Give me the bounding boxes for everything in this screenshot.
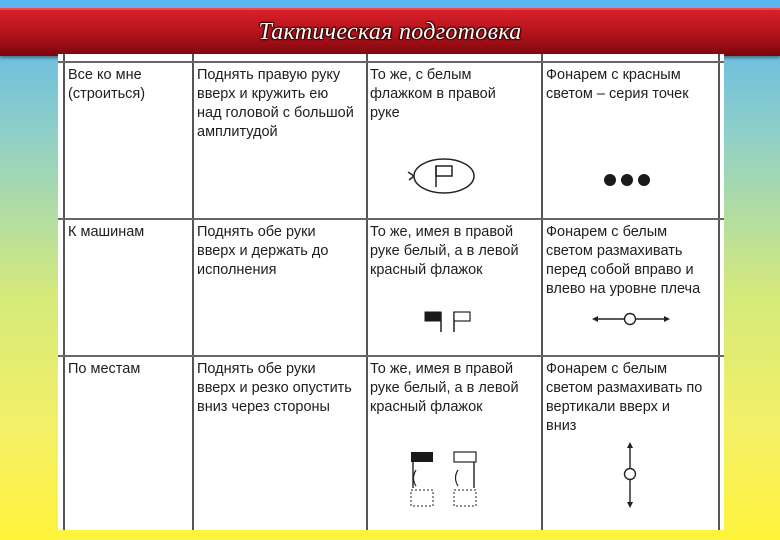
- flags-cell: То же, имея в правой руке белый, а в левой красный флажок: [370, 224, 519, 278]
- row-divider: [58, 218, 724, 220]
- circle-flag-icon: [406, 154, 486, 198]
- command-cell: К машинам: [68, 224, 145, 240]
- table-border-right: [718, 54, 720, 530]
- horizontal-swing-icon: [590, 310, 672, 328]
- column-divider: [541, 54, 543, 530]
- signals-table: [58, 54, 724, 530]
- column-divider: [192, 54, 194, 530]
- flags-down-icon: [408, 450, 484, 512]
- light-cell: Фонарем с белым светом размахивать перед собой вправо и влево на уровне плеча: [546, 224, 701, 297]
- three-dots-icon: [598, 170, 658, 190]
- hands-cell: Поднять обе руки вверх и держать до исполнения: [197, 224, 329, 278]
- table-border-left: [63, 54, 65, 530]
- command-cell: Все ко мне (строиться): [68, 67, 146, 102]
- light-cell: Фонарем с белым светом размахивать по вертикали вверх и вниз: [546, 361, 703, 434]
- page-title: Тактическая подготовка: [258, 19, 522, 45]
- light-cell: Фонарем с красным светом – серия точек: [546, 67, 689, 102]
- row-divider: [58, 61, 724, 63]
- flags-cell: То же, имея в правой руке белый, а в левой красный флажок: [370, 361, 519, 415]
- two-flags-icon: [423, 308, 479, 334]
- hands-cell: Поднять обе руки вверх и резко опустить вниз через стороны: [197, 361, 352, 415]
- hands-cell: Поднять правую руку вверх и кружить ею над головой с большой амплитудой: [197, 67, 354, 140]
- flags-cell: То же, с белым флажком в правой руке: [370, 67, 496, 121]
- vertical-swing-icon: [618, 440, 642, 510]
- command-cell: По местам: [68, 361, 141, 377]
- row-divider: [58, 355, 724, 357]
- title-bar: [0, 8, 780, 56]
- column-divider: [366, 54, 368, 530]
